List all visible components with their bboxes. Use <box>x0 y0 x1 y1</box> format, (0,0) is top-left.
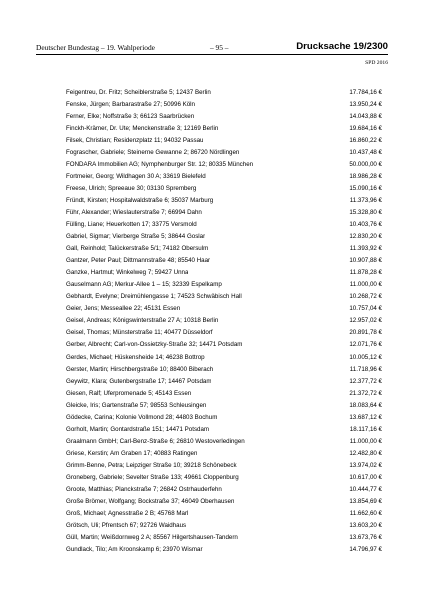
donor-name-address: Gundlack, Tilo; Am Kroonskamp 6; 23970 Wismar <box>66 546 203 554</box>
list-item <box>66 508 382 520</box>
donor-name-address: Gerdes, Michael; Hüskensheide 14; 46238 Bottrop <box>66 353 205 361</box>
donation-amount: 13.854,69 € <box>349 498 382 506</box>
donation-amount: 14.043,88 € <box>349 112 382 120</box>
party-year-label: SPD 2016 <box>365 60 388 66</box>
donor-name-address: Finckh-Krämer, Dr. Ute; Menckenstraße 3; 12169 Berlin <box>66 124 219 132</box>
donor-name-address: Gauselmann AG; Merkur-Allee 1 – 15; 32339 Espelkamp <box>66 281 222 289</box>
donation-amount: 18.986,28 € <box>349 172 382 180</box>
donation-amount: 12.377,72 € <box>349 377 382 385</box>
page-header <box>36 41 388 53</box>
donation-amount: 18.117,16 € <box>349 425 382 433</box>
list-item <box>66 460 382 472</box>
donation-amount: 10.005,12 € <box>349 353 382 361</box>
header-rule <box>36 54 388 55</box>
donation-amount: 10.403,76 € <box>349 221 382 229</box>
list-item <box>66 412 382 424</box>
donor-name-address: Grötsch, Uli; Pfrentsch 67; 92726 Waidhaus <box>66 522 187 530</box>
donation-amount: 50.000,00 € <box>349 160 382 168</box>
list-item <box>66 520 382 532</box>
donor-name-address: Gebhardt, Evelyne; Dreimühlengasse 1; 74523 Schwäbisch Hall <box>66 293 242 301</box>
donor-name-address: Fortmeier, Georg; Wildhagen 30 A; 33619 Bielefeld <box>66 172 206 180</box>
document-number <box>296 41 388 52</box>
list-item <box>66 532 382 544</box>
document-series: Deutscher Bundestag – 19. Wahlperiode <box>36 43 155 52</box>
donation-amount: 14.796,97 € <box>349 546 382 554</box>
list-item <box>66 267 382 279</box>
donation-amount: 11.373,96 € <box>349 196 382 204</box>
list-item <box>66 219 382 231</box>
donation-amount: 19.684,16 € <box>349 124 382 132</box>
donation-amount: 13.974,02 € <box>349 461 382 469</box>
list-item <box>66 315 382 327</box>
donor-name-address: FONDARA Immobilien AG; Nymphenburger Str. 12; 80335 München <box>66 160 254 168</box>
donation-amount: 11.393,92 € <box>349 245 382 253</box>
donation-amount: 13.603,20 € <box>349 522 382 530</box>
list-item <box>66 207 382 219</box>
list-item <box>66 195 382 207</box>
donation-list <box>66 87 382 557</box>
donation-amount: 10.437,48 € <box>349 148 382 156</box>
donor-name-address: Ferner, Elke; Noffstraße 3; 66123 Saarbrücken <box>66 112 195 120</box>
list-item <box>66 400 382 412</box>
donor-name-address: Filsek, Christian; Residenzplatz 11; 94032 Passau <box>66 136 204 144</box>
list-item <box>66 111 382 123</box>
document-number-value: 2300 <box>366 41 388 52</box>
donor-name-address: Geywitz, Klara; Gutenbergstraße 17; 14467 Potsdam <box>66 377 212 385</box>
list-item <box>66 291 382 303</box>
list-item <box>66 448 382 460</box>
donation-amount: 16.860,22 € <box>349 136 382 144</box>
list-item <box>66 388 382 400</box>
donor-name-address: Gerster, Martin; Hirschbergstraße 10; 88400 Biberach <box>66 365 214 373</box>
donor-name-address: Graalmann GmbH; Carl-Benz-Straße 6; 26810 Westoverledingen <box>66 437 245 445</box>
donation-amount: 18.083,64 € <box>349 401 382 409</box>
donor-name-address: Güll, Martin; Weißdornweg 2 A; 85567 Hilgertshausen-Tandern <box>66 534 238 542</box>
donor-name-address: Gabriel, Sigmar; Vierberge Straße 5; 38644 Goslar <box>66 233 206 241</box>
list-item <box>66 376 382 388</box>
donor-name-address: Gleicke, Iris; Gartenstraße 57; 98553 Schleusingen <box>66 401 207 409</box>
list-item <box>66 303 382 315</box>
list-item <box>66 183 382 195</box>
donor-name-address: Geisel, Andreas; Königswinterstraße 27 A; 10318 Berlin <box>66 317 219 325</box>
list-item <box>66 484 382 496</box>
donor-name-address: Fenske, Jürgen; Barbarastraße 27; 50996 Köln <box>66 100 195 108</box>
donation-amount: 10.444,77 € <box>349 486 382 494</box>
donor-name-address: Große Brömer, Wolfgang; Bockstraße 37; 46049 Oberhausen <box>66 498 235 506</box>
donor-name-address: Gorholt, Martin; Gontardstraße 151; 14471 Potsdam <box>66 425 210 433</box>
donation-amount: 11.662,60 € <box>349 510 382 518</box>
donation-amount: 13.950,24 € <box>349 100 382 108</box>
list-item <box>66 544 382 556</box>
donation-amount: 12.830,20 € <box>349 233 382 241</box>
list-item <box>66 159 382 171</box>
list-item <box>66 472 382 484</box>
donation-amount: 11.878,28 € <box>349 269 382 277</box>
donation-amount: 17.784,16 € <box>349 88 382 96</box>
list-item <box>66 87 382 99</box>
list-item <box>66 327 382 339</box>
donor-name-address: Groß, Michael; Agnesstraße 2 B; 45768 Marl <box>66 510 189 518</box>
donation-amount: 12.071,76 € <box>349 341 382 349</box>
donor-name-address: Groneberg, Gabriele; Sevelter Straße 133; 49661 Cloppenburg <box>66 474 239 481</box>
donor-name-address: Gall, Reinhold; Talückerstraße 5/1; 74182 Obersulm <box>66 245 209 253</box>
donor-name-address: Gantzer, Peter Paul; Dittmannstraße 48; 85540 Haar <box>66 257 211 265</box>
list-item <box>66 352 382 364</box>
page-number: – 95 – <box>210 43 229 52</box>
list-item <box>66 255 382 267</box>
document-number-prefix: Drucksache 19/ <box>296 41 367 52</box>
donation-amount: 10.268,72 € <box>349 293 382 301</box>
donation-amount: 12.482,80 € <box>349 449 382 457</box>
list-item <box>66 99 382 111</box>
donor-name-address: Gerber, Albrecht; Carl-von-Ossietzky-Straße 32; 14471 Potsdam <box>66 341 243 349</box>
donation-amount: 15.328,80 € <box>349 208 382 216</box>
donation-amount: 10.757,04 € <box>349 305 382 313</box>
donation-amount: 11.718,96 € <box>349 365 382 373</box>
donor-name-address: Groote, Matthias; Planckstraße 7; 26842 Ostrhauderfehn <box>66 486 222 494</box>
list-item <box>66 135 382 147</box>
donation-amount: 10.907,88 € <box>349 257 382 265</box>
list-item <box>66 364 382 376</box>
donation-amount: 11.000,00 € <box>349 281 382 289</box>
donation-amount: 13.687,12 € <box>349 413 382 421</box>
donor-name-address: Fülling, Liane; Heuerkotten 17; 33775 Versmold <box>66 221 197 229</box>
list-item <box>66 231 382 243</box>
donation-amount: 12.957,02 € <box>349 317 382 325</box>
donor-name-address: Fograscher, Gabriele; Steinerne Gewanne 2; 86720 Nördlingen <box>66 148 240 156</box>
donation-amount: 20.891,78 € <box>349 329 382 337</box>
donor-name-address: Feigentreu, Dr. Fritz; Scheiblerstraße 5; 12437 Berlin <box>66 88 211 96</box>
donor-name-address: Grimm-Benne, Petra; Leipziger Straße 10; 39218 Schönebeck <box>66 461 237 469</box>
donor-name-address: Führ, Alexander; Wieslauterstraße 7; 66994 Dahn <box>66 208 202 216</box>
list-item <box>66 147 382 159</box>
donor-name-address: Gödecke, Carina; Kolonie Vollmond 28; 44803 Bochum <box>66 413 218 421</box>
list-item <box>66 436 382 448</box>
list-item <box>66 279 382 291</box>
donation-amount: 21.372,72 € <box>349 389 382 397</box>
list-item <box>66 424 382 436</box>
donation-amount: 10.617,00 € <box>349 474 382 481</box>
donor-name-address: Geisel, Thomas; Münsterstraße 11; 40477 Düsseldorf <box>66 329 213 337</box>
donation-amount: 15.090,16 € <box>349 184 382 192</box>
list-item <box>66 339 382 351</box>
donor-name-address: Giesen, Ralf; Uferpromenade 5; 45143 Essen <box>66 389 192 397</box>
list-item <box>66 243 382 255</box>
donor-name-address: Ganzke, Hartmut; Winkelweg 7; 59427 Unna <box>66 269 189 277</box>
donor-name-address: Geier, Jens; Messeallee 22; 45131 Essen <box>66 305 181 313</box>
list-item <box>66 496 382 508</box>
donor-name-address: Freese, Ulrich; Spreeaue 30; 03130 Spremberg <box>66 184 197 192</box>
list-item <box>66 123 382 135</box>
list-item <box>66 171 382 183</box>
donor-name-address: Griese, Kerstin; Am Graben 17; 40883 Ratingen <box>66 449 198 457</box>
donation-amount: 11.000,00 € <box>349 437 382 445</box>
donation-amount: 13.673,76 € <box>349 534 382 542</box>
donor-name-address: Fründt, Kirsten; Hospitalwaldstraße 6; 35037 Marburg <box>66 196 214 204</box>
